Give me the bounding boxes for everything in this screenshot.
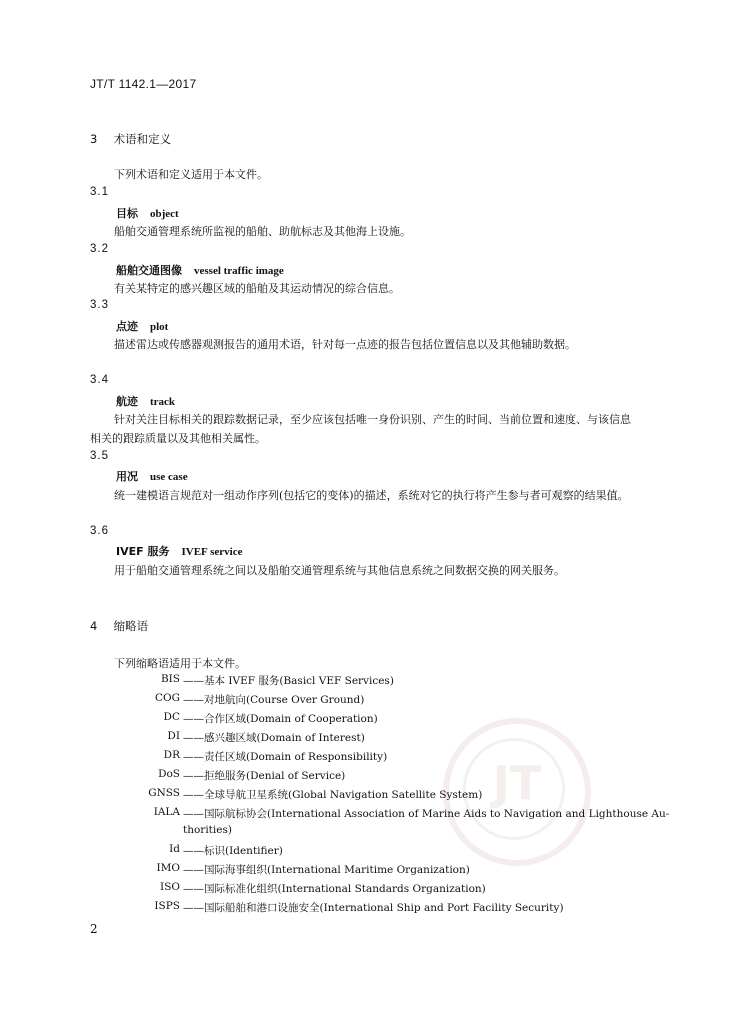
clause-number: 3.3 xyxy=(90,299,109,311)
term-definition: 统一建模语言规范对一组动作序列(包括它的变体)的描述，系统对它的执行将产生参与者可观察的结果值。 xyxy=(114,489,629,502)
abbr-expansion: ——国际标准化组织(International Standards Organization) xyxy=(183,883,486,895)
page-number: 2 xyxy=(90,922,98,936)
term-en: track xyxy=(150,396,176,408)
term-en: vessel traffic image xyxy=(194,265,284,277)
abbr-code: DI xyxy=(167,730,180,742)
term-cn: 航迹 xyxy=(116,395,138,408)
term-cn: 船舶交通图像 xyxy=(116,264,182,277)
abbr-code: DoS xyxy=(158,768,180,780)
abbr-expansion: ——全球导航卫星系统(Global Navigation Satellite System) xyxy=(183,789,483,801)
abbr-code: GNSS xyxy=(148,787,180,799)
term-heading xyxy=(116,393,175,409)
term-cn: 目标 xyxy=(116,207,138,220)
abbr-expansion-continued: thorities) xyxy=(183,824,232,836)
abbr-code: ISPS xyxy=(154,900,180,912)
section-heading: 缩略语 xyxy=(113,619,149,633)
abbr-code: DR xyxy=(163,749,180,761)
abbr-code: Id xyxy=(169,843,180,855)
section-4-title xyxy=(90,618,148,634)
term-en: plot xyxy=(150,321,169,333)
term-definition: 有关某特定的感兴趣区域的船舶及其运动情况的综合信息。 xyxy=(114,282,400,295)
abbr-code: DC xyxy=(163,711,180,723)
section-4-intro: 下列缩略语适用于本文件。 xyxy=(114,657,246,670)
term-en: IVEF service xyxy=(181,546,243,558)
abbr-expansion: ——基本 IVEF 服务(Basicl VEF Services) xyxy=(183,675,394,687)
abbr-code: IMO xyxy=(156,862,180,874)
clause-number: 3.1 xyxy=(90,186,109,198)
term-en: use case xyxy=(150,471,188,483)
term-en: object xyxy=(150,208,179,220)
term-heading xyxy=(116,468,188,484)
term-heading xyxy=(116,543,242,559)
section-3-title xyxy=(90,131,171,147)
abbr-expansion: ——国际船舶和港口设施安全(International Ship and Port Facility Security) xyxy=(183,902,564,914)
abbr-code: COG xyxy=(154,692,180,704)
abbr-expansion: ——对地航向(Course Over Ground) xyxy=(183,694,365,706)
term-definition: 针对关注目标相关的跟踪数据记录，至少应该包括唯一身份识别、产生的时间、当前位置和速度、与该信息相关的跟踪质量以及其他相关属性。 xyxy=(90,413,631,445)
abbr-expansion: ——拒绝服务(Denial of Service) xyxy=(183,770,346,782)
term-cn: 点迹 xyxy=(116,320,138,333)
abbr-expansion: ——合作区域(Domain of Cooperation) xyxy=(183,713,378,725)
term-heading xyxy=(116,205,179,221)
term-cn: 用况 xyxy=(116,470,138,483)
term-heading xyxy=(116,318,168,334)
clause-number: 3.2 xyxy=(90,243,109,255)
abbr-expansion: ——国际海事组织(International Maritime Organization) xyxy=(183,864,470,876)
abbr-expansion: ——感兴趣区域(Domain of Interest) xyxy=(183,732,365,744)
term-definition: 用于船舶交通管理系统之间以及船舶交通管理系统与其他信息系统之间数据交换的网关服务。 xyxy=(114,564,565,577)
clause-number: 3.5 xyxy=(90,450,109,462)
section-3-intro: 下列术语和定义适用于本文件。 xyxy=(114,168,268,181)
clause-number: 3.4 xyxy=(90,374,109,386)
watermark-text: JT xyxy=(492,756,542,810)
term-definition: 描述雷达或传感器观测报告的通用术语，针对每一点迹的报告包括位置信息以及其他辅助数据。 xyxy=(114,338,576,351)
clause-number: 3.6 xyxy=(90,525,109,537)
abbr-expansion: ——国际航标协会(International Association of Marine Aids to Navigation and Lighthouse Au- xyxy=(183,808,670,820)
term-definition: 船舶交通管理系统所监视的船舶、助航标志及其他海上设施。 xyxy=(114,225,411,238)
abbr-code: BIS xyxy=(160,673,180,685)
document-code-header: JT/T 1142.1—2017 xyxy=(90,77,197,91)
term-cn: IVEF 服务 xyxy=(116,545,170,558)
abbr-expansion: ——标识(Identifier) xyxy=(183,845,283,857)
abbr-code: ISO xyxy=(160,881,180,893)
section-heading: 术语和定义 xyxy=(113,132,172,146)
abbr-code: IALA xyxy=(153,806,180,818)
term-heading xyxy=(116,262,284,278)
section-number: 3 xyxy=(90,132,98,146)
section-number: 4 xyxy=(90,619,98,633)
abbr-expansion: ——责任区域(Domain of Responsibility) xyxy=(183,751,388,763)
